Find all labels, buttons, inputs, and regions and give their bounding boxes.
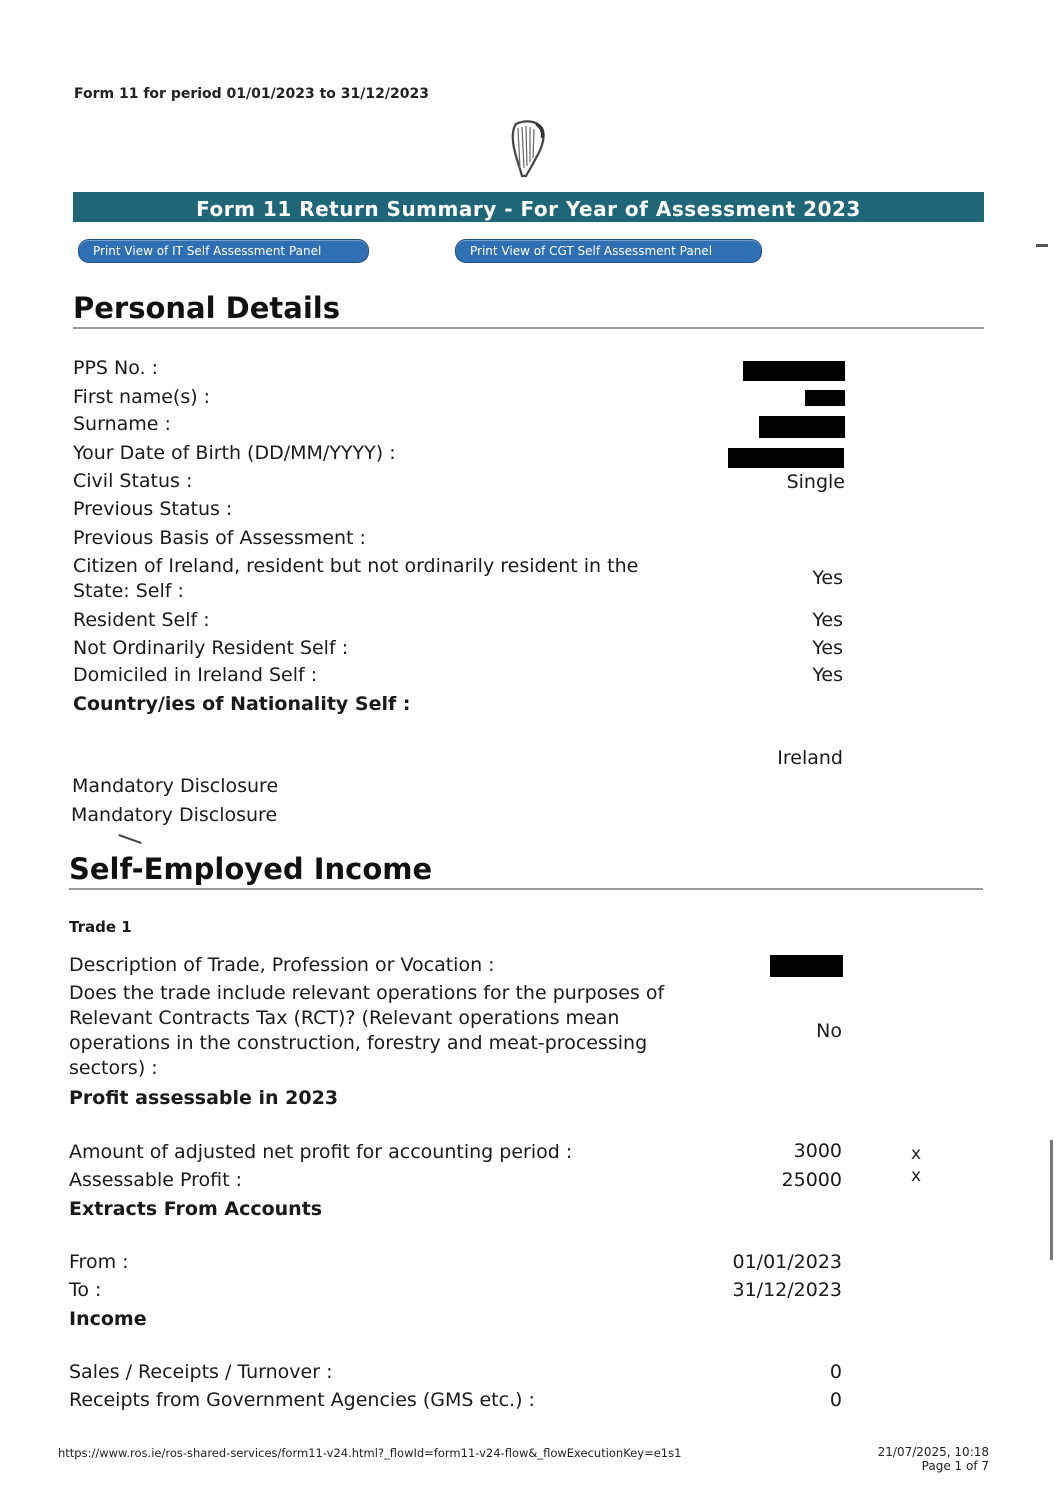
footer-page-number: Page 1 of 7 <box>921 1459 989 1473</box>
domiciled-value: Yes <box>812 664 843 686</box>
redacted-dob <box>728 448 844 468</box>
assessable-profit-label: Assessable Profit : <box>69 1169 242 1191</box>
to-value: 31/12/2023 <box>732 1279 842 1301</box>
gov-receipts-label: Receipts from Government Agencies (GMS etc.) : <box>69 1389 535 1411</box>
net-profit-label: Amount of adjusted net profit for accounting period : <box>69 1141 573 1163</box>
redacted-trade-description <box>770 955 843 977</box>
not-ordinarily-resident-value: Yes <box>812 637 843 659</box>
print-cgt-panel-button[interactable]: Print View of CGT Self Assessment Panel <box>455 239 762 263</box>
assessable-profit-handwritten-mark: x <box>911 1166 922 1186</box>
rct-label: Does the trade include relevant operations for the purposes of Relevant Contracts Tax (RCT)? (Relevant operations mean operations in the construction, forestry and meat-processing sectors) : <box>69 982 665 1079</box>
scan-pen-stroke <box>118 834 141 844</box>
not-ordinarily-resident-label: Not Ordinarily Resident Self : <box>73 637 349 659</box>
assessable-profit-value: 25000 <box>781 1169 842 1191</box>
extracts-heading: Extracts From Accounts <box>69 1198 323 1220</box>
sales-value: 0 <box>829 1361 842 1383</box>
mandatory-disclosure-1: Mandatory Disclosure <box>72 775 279 797</box>
redacted-first-name <box>805 390 845 406</box>
personal-details-title: Personal Details <box>73 291 984 329</box>
profit-assessable-heading: Profit assessable in 2023 <box>69 1087 339 1109</box>
gov-receipts-value: 0 <box>829 1389 842 1411</box>
from-label: From : <box>69 1251 129 1273</box>
mandatory-disclosure-2: Mandatory Disclosure <box>71 804 278 826</box>
resident-self-value: Yes <box>812 609 843 631</box>
footer-url: https://www.ros.ie/ros-shared-services/form11-v24.html?_flowId=form11-v24-flow&_flowExecutionKey=e1s1 <box>58 1446 682 1460</box>
scan-edge-artifact <box>1050 1140 1053 1260</box>
nationality-value: Ireland <box>777 747 843 769</box>
citizen-resident-label: Citizen of Ireland, resident but not ordinarily resident in the State: Self : <box>73 555 639 602</box>
first-name-label: First name(s) : <box>73 386 211 408</box>
citizen-resident-value: Yes <box>812 567 843 589</box>
net-profit-value: 3000 <box>793 1140 842 1162</box>
dob-label: Your Date of Birth (DD/MM/YYYY) : <box>73 442 396 464</box>
self-employed-income-title: Self-Employed Income <box>69 852 983 890</box>
pps-label: PPS No. : <box>73 357 158 379</box>
redacted-pps <box>743 361 845 381</box>
footer-datetime: 21/07/2025, 10:18 <box>877 1445 989 1459</box>
footer-datetime-block <box>878 1445 989 1473</box>
civil-status-label: Civil Status : <box>73 470 193 492</box>
civil-status-value: Single <box>786 471 845 493</box>
trade-heading: Trade 1 <box>69 918 132 936</box>
sales-label: Sales / Receipts / Turnover : <box>69 1361 333 1383</box>
surname-label: Surname : <box>73 413 171 435</box>
to-label: To : <box>69 1279 102 1301</box>
previous-status-label: Previous Status : <box>73 498 233 520</box>
net-profit-handwritten-mark: x <box>911 1144 922 1164</box>
resident-self-label: Resident Self : <box>73 609 210 631</box>
form-period-header: Form 11 for period 01/01/2023 to 31/12/2023 <box>74 86 429 102</box>
redacted-surname <box>759 416 845 438</box>
rct-value: No <box>816 1020 842 1042</box>
harp-icon <box>506 118 550 178</box>
form-summary-banner: Form 11 Return Summary - For Year of Assessment 2023 <box>73 192 984 222</box>
print-it-panel-button[interactable]: Print View of IT Self Assessment Panel <box>78 239 369 263</box>
from-value: 01/01/2023 <box>732 1251 842 1273</box>
domiciled-label: Domiciled in Ireland Self : <box>73 664 318 686</box>
income-heading: Income <box>69 1308 147 1330</box>
trade-description-label: Description of Trade, Profession or Vocation : <box>69 954 495 976</box>
nationality-heading: Country/ies of Nationality Self : <box>73 693 411 715</box>
previous-basis-label: Previous Basis of Assessment : <box>73 527 366 549</box>
scan-artifact <box>1036 244 1048 247</box>
